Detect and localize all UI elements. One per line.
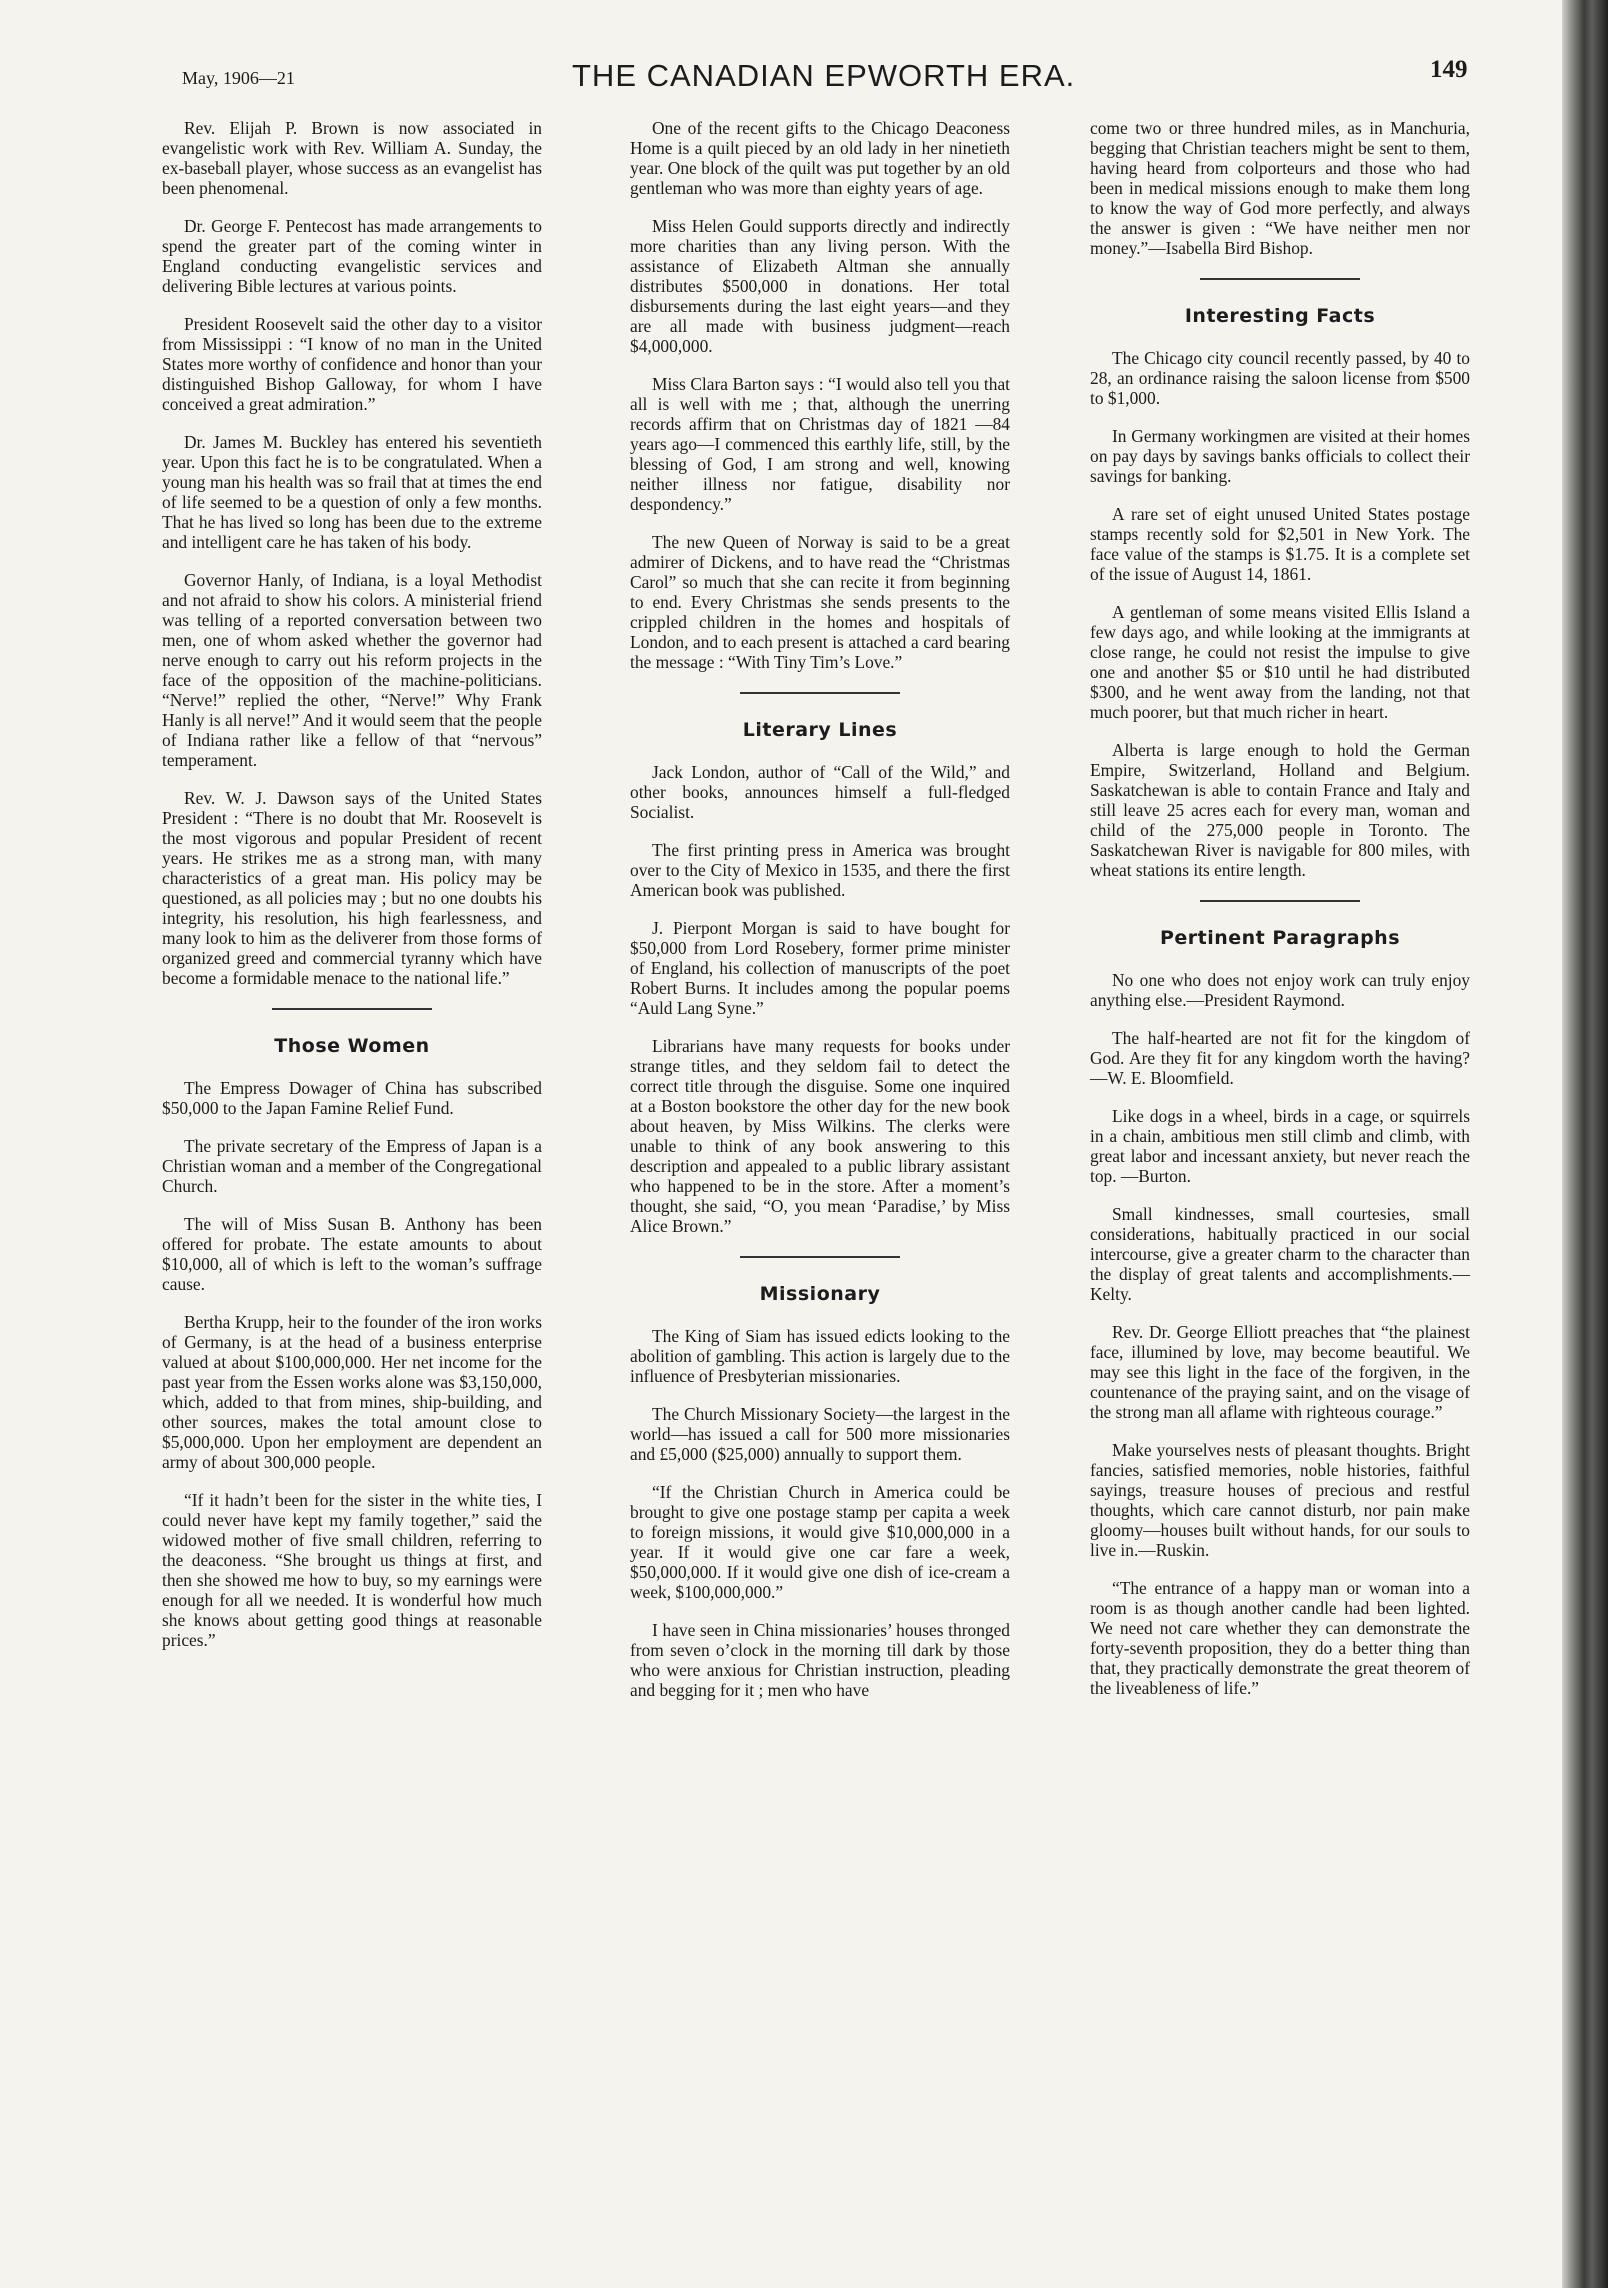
news-paragraph: J. Pierpont Morgan is said to have bought for $50,000 from Lord Rosebery, former prime minister of England, his collection of manuscripts of the poet Robert Burns. It includes among the popular poems “Auld Lang Syne.” (630, 918, 1010, 1018)
news-paragraph: Miss Helen Gould supports directly and indirectly more charities than any living person. With the assistance of Elizabeth Altman she annually distributes $500,000 in donations. Her total disbursements during the last eight years—and they are all made with business judgment—reach $4,000,000. (630, 216, 1010, 356)
news-paragraph: The first printing press in America was brought over to the City of Mexico in 1535, and there the first American book was published. (630, 840, 1010, 900)
news-paragraph: Rev. Dr. George Elliott preaches that “the plainest face, illumined by love, may become beautiful. We may see this light in the face of the forgiven, in the countenance of the praying saint, and on the visage of the strong man all aflame with righteous courage.” (1090, 1322, 1470, 1422)
news-paragraph: Make yourselves nests of pleasant thoughts. Bright fancies, satisfied memories, noble histories, faithful sayings, treasure houses of precious and restful thoughts, which care cannot disturb, nor pain make gloomy—houses built without hands, for our souls to live in.—Ruskin. (1090, 1440, 1470, 1560)
column-right (1090, 118, 1470, 1716)
page-number: 149 (1430, 56, 1468, 83)
news-paragraph: Librarians have many requests for books under strange titles, and they seldom fail to detect the correct title through the disguise. Some one inquired at a Boston bookstore the other day for the new book about heaven, by Miss Wilkins. The clerks were unable to think of any book answering to this description and appealed to a public library assistant who happened to be in the store. After a moment’s thought, she said, “O, you mean ‘Paradise,’ by Miss Alice Brown.” (630, 1036, 1010, 1236)
news-paragraph: The half-hearted are not fit for the kingdom of God. Are they fit for any kingdom worth the having?—W. E. Bloomfield. (1090, 1028, 1470, 1088)
book-binding-edge (1562, 0, 1608, 2288)
news-paragraph: “If the Christian Church in America could be brought to give one postage stamp per capita a week to foreign missions, it would give $10,000,000 in a year. If it would give one car fare a week, $50,000,000. If it would give one dish of ice-cream a week, $100,000,000.” (630, 1482, 1010, 1602)
news-paragraph: come two or three hundred miles, as in Manchuria, begging that Christian teachers might be sent to them, having heard from colporteurs and those who had been in medical missions enough to make them long to know the way of God more perfectly, and always the answer is given : “We have neither men nor money.”—Isabella Bird Bishop. (1090, 118, 1470, 258)
news-paragraph: Jack London, author of “Call of the Wild,” and other books, announces himself a full-fledged Socialist. (630, 762, 1010, 822)
news-paragraph: A rare set of eight unused United States postage stamps recently sold for $2,501 in New York. The face value of the stamps is $1.75. It is a complete set of the issue of August 14, 1861. (1090, 504, 1470, 584)
news-paragraph: Small kindnesses, small courtesies, small considerations, habitually practiced in our social intercourse, give a greater charm to the character than the display of great talents and accomplishments.—Kelty. (1090, 1204, 1470, 1304)
column-middle (630, 118, 1010, 1718)
publication-title: THE CANADIAN EPWORTH ERA. (572, 58, 1076, 93)
news-paragraph: The Chicago city council recently passed, by 40 to 28, an ordinance raising the saloon license from $500 to $1,000. (1090, 348, 1470, 408)
news-paragraph: Governor Hanly, of Indiana, is a loyal Methodist and not afraid to show his colors. A ministerial friend was telling of a reported conversation between two men, one of whom asked whether the governor had nerve enough to carry out his reform projects in the face of the opposition of the machine-politicians. “Nerve!” replied the other, “Nerve!” Why Frank Hanly is all nerve!” And it would seem that the people of Indiana rather like a fellow of that “nervous” temperament. (162, 570, 542, 770)
news-paragraph: The will of Miss Susan B. Anthony has been offered for probate. The estate amounts to about $10,000, all of which is left to the woman’s suffrage cause. (162, 1214, 542, 1294)
news-paragraph: The Church Missionary Society—the largest in the world—has issued a call for 500 more missionaries and £5,000 ($25,000) annually to support them. (630, 1404, 1010, 1464)
news-paragraph: Miss Clara Barton says : “I would also tell you that all is well with me ; that, although the unerring records affirm that on Christmas day of 1821 —84 years ago—I commenced this earthly life, still, by the blessing of God, I am strong and well, knowing neither illness nor fatigue, disability nor despondency.” (630, 374, 1010, 514)
news-paragraph: Alberta is large enough to hold the German Empire, Switzerland, Holland and Belgium. Saskatchewan is able to contain France and Italy and still leave 25 acres each for every man, woman and child of the 275,000 people in Toronto. The Saskatchewan River is navigable for 800 miles, with wheat stations its entire length. (1090, 740, 1470, 880)
section-heading-missionary: Missionary (759, 1283, 881, 1305)
section-divider (740, 692, 900, 694)
section-divider (1200, 900, 1360, 902)
news-paragraph: Dr. George F. Pentecost has made arrangements to spend the greater part of the coming winter in England conducting evangelistic services and delivering Bible lectures at various points. (162, 216, 542, 296)
news-paragraph: President Roosevelt said the other day to a visitor from Mississippi : “I know of no man in the United States more worthy of confidence and honor than your distinguished Bishop Galloway, for whom I have conceived a great admiration.” (162, 314, 542, 414)
news-paragraph: Rev. W. J. Dawson says of the United States President : “There is no doubt that Mr. Roosevelt is the most vigorous and popular President of recent years. He strikes me as a strong man, with many characteristics of a great man. His policy may be questioned, as all policies may ; but no one doubts his integrity, his resolution, his high fearlessness, and many look to him as the deliverer from those forms of organized greed and commercial tyranny which have become a formidable menace to the national life.” (162, 788, 542, 988)
section-divider (740, 1256, 900, 1258)
column-left (162, 118, 542, 1668)
news-paragraph: The new Queen of Norway is said to be a great admirer of Dickens, and to have read the “Christmas Carol” so much that she can recite it from beginning to end. Every Christmas she sends presents to the crippled children in the homes and hospitals of London, and to each present is attached a card bearing the message : “With Tiny Tim’s Love.” (630, 532, 1010, 672)
section-divider (272, 1008, 432, 1010)
news-paragraph: The private secretary of the Empress of Japan is a Christian woman and a member of the Congregational Church. (162, 1136, 542, 1196)
news-paragraph: “If it hadn’t been for the sister in the white ties, I could never have kept my family together,” said the widowed mother of five small children, referring to the deaconess. “She brought us things at first, and then she showed me how to buy, so my earnings were enough for all we needed. It is wonderful how much she knows about getting good things at reasonable prices.” (162, 1490, 542, 1650)
news-paragraph: One of the recent gifts to the Chicago Deaconess Home is a quilt pieced by an old lady in her ninetieth year. One block of the quilt was put together by an old gentleman who was more than eighty years of age. (630, 118, 1010, 198)
section-heading-interesting-facts: Interesting Facts (1184, 305, 1376, 327)
news-paragraph: Bertha Krupp, heir to the founder of the iron works of Germany, is at the head of a business enterprise valued at about $100,000,000. Her net income for the past year from the Essen works alone was $3,150,000, which, added to that from mines, ship-building, and other sources, makes the total amount close to $5,000,000. Upon her employment are dependent an army of about 300,000 people. (162, 1312, 542, 1472)
news-paragraph: In Germany workingmen are visited at their homes on pay days by savings banks officials to collect their savings for banking. (1090, 426, 1470, 486)
news-paragraph: I have seen in China missionaries’ houses thronged from seven o’clock in the morning till dark by those who were anxious for Christian instruction, pleading and begging for it ; men who have (630, 1620, 1010, 1700)
section-heading-literary-lines: Literary Lines (742, 719, 898, 741)
issue-date: May, 1906—21 (182, 68, 295, 88)
news-paragraph: Rev. Elijah P. Brown is now associated in evangelistic work with Rev. William A. Sunday, the ex-baseball player, whose success as an evangelist has been phenomenal. (162, 118, 542, 198)
section-divider (1200, 278, 1360, 280)
page-header (0, 40, 1562, 100)
news-paragraph: A gentleman of some means visited Ellis Island a few days ago, and while looking at the immigrants at close range, he could not resist the impulse to give one and another $5 or $10 until he had distributed $300, and he went away from the landing, not that much poorer, but that much richer in heart. (1090, 602, 1470, 722)
news-paragraph: “The entrance of a happy man or woman into a room is as though another candle had been lighted. We need not care whether they can demonstrate the forty-seventh proposition, they do a better thing than that, they practically demonstrate the great theorem of the liveableness of life.” (1090, 1578, 1470, 1698)
section-heading-those-women: Those Women (274, 1035, 430, 1057)
news-paragraph: The Empress Dowager of China has subscribed $50,000 to the Japan Famine Relief Fund. (162, 1078, 542, 1118)
news-paragraph: Dr. James M. Buckley has entered his seventieth year. Upon this fact he is to be congratulated. When a young man his health was so frail that at times the end of life seemed to be a question of only a few months. That he has lived so long has been due to the extreme and intelligent care he has taken of his body. (162, 432, 542, 552)
section-heading-pertinent-paragraphs: Pertinent Paragraphs (1159, 927, 1401, 949)
news-paragraph: Like dogs in a wheel, birds in a cage, or squirrels in a chain, ambitious men still climb and climb, with great labor and incessant anxiety, but never reach the top. —Burton. (1090, 1106, 1470, 1186)
news-paragraph: No one who does not enjoy work can truly enjoy anything else.—President Raymond. (1090, 970, 1470, 1010)
news-paragraph: The King of Siam has issued edicts looking to the abolition of gambling. This action is largely due to the influence of Presbyterian missionaries. (630, 1326, 1010, 1386)
